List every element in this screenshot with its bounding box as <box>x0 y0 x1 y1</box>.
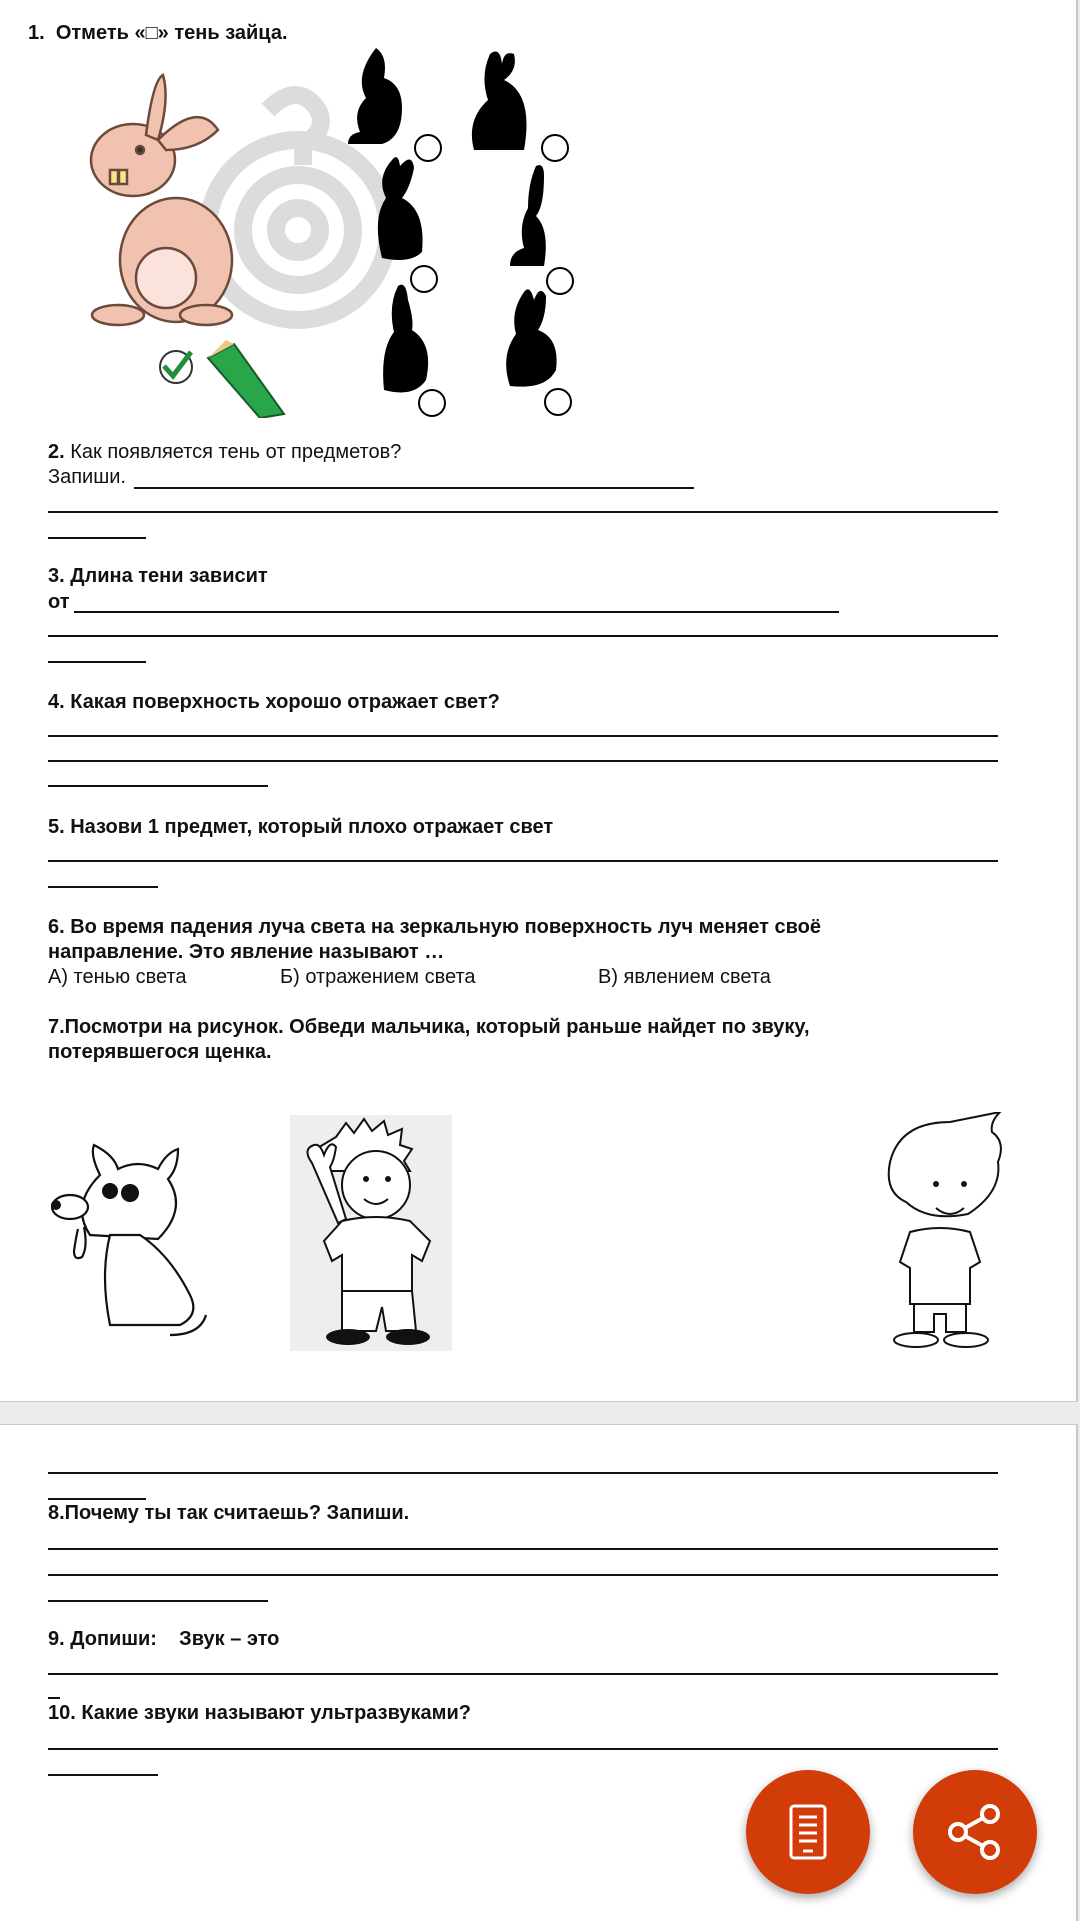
silhouette-6 <box>506 289 571 415</box>
q6-text-line-2: направление. Это явление называют … <box>48 941 445 963</box>
silhouette-5 <box>383 285 445 416</box>
q10-text: 10. Какие звуки называют ультразвуками? <box>48 1702 471 1724</box>
q2-question: Как появляется тень от предметов? <box>70 441 402 463</box>
q9-text: 9. Допиши: Звук – это <box>48 1628 280 1650</box>
q3-from-label: от <box>48 591 70 613</box>
boy-waving-drawing <box>290 1115 452 1351</box>
silhouette-1 <box>348 48 441 161</box>
silhouette-4 <box>510 165 573 294</box>
q8-answer-line-2[interactable] <box>48 1574 998 1576</box>
q1-text: Отметь «□» тень зайца. <box>55 22 288 44</box>
document-icon <box>788 1803 828 1861</box>
q4-answer-line-1[interactable] <box>48 735 998 737</box>
q2-answer-line-2[interactable] <box>48 511 998 513</box>
q5-answer-line-1[interactable] <box>48 860 998 862</box>
share-button[interactable] <box>913 1770 1037 1894</box>
q10-answer-line-1[interactable] <box>48 1748 998 1750</box>
q6-option-c[interactable]: В) явлением света <box>598 966 771 988</box>
q9-answer-line-1[interactable] <box>48 1673 998 1675</box>
q8-answer-line-3[interactable] <box>48 1600 268 1602</box>
q2-write-label: Запиши. <box>48 466 126 488</box>
q3-text: 3. Длина тени зависит <box>48 565 268 587</box>
q7-answer-line-1[interactable] <box>48 1472 998 1474</box>
document-button[interactable] <box>746 1770 870 1894</box>
q6-text-line-1: 6. Во время падения луча света на зеркальную поверхность луч меняет своё <box>48 916 821 938</box>
boy-standing-drawing <box>880 1112 1010 1352</box>
q2-text <box>48 440 401 465</box>
q2-number: 2. <box>48 441 65 463</box>
q5-answer-line-2[interactable] <box>48 886 158 888</box>
q10-answer-line-2[interactable] <box>48 1774 158 1776</box>
q3-answer-line-2[interactable] <box>48 635 998 637</box>
q4-answer-line-2[interactable] <box>48 760 998 762</box>
q2-answer-line-1[interactable] <box>134 487 694 489</box>
q8-text: 8.Почему ты так считаешь? Запиши. <box>48 1502 410 1524</box>
q1-number: 1. <box>28 22 45 44</box>
q3-answer-line-1[interactable] <box>74 611 839 613</box>
puppy-drawing <box>50 1135 210 1345</box>
q6-option-a[interactable]: А) тенью света <box>48 966 187 988</box>
q9-answer-line-2[interactable] <box>48 1697 60 1699</box>
rabbit-silhouettes <box>348 48 573 416</box>
q3-answer-line-3[interactable] <box>48 661 146 663</box>
q6-option-b[interactable]: Б) отражением света <box>280 966 476 988</box>
pencil-check-icon <box>160 340 284 418</box>
q7-text-line-1: 7.Посмотри на рисунок. Обведи мальчика, который раньше найдет по звуку, <box>48 1016 810 1038</box>
q7-answer-line-2[interactable] <box>48 1498 146 1500</box>
q8-answer-line-1[interactable] <box>48 1548 998 1550</box>
share-icon <box>946 1803 1004 1861</box>
q5-text: 5. Назови 1 предмет, который плохо отражает свет <box>48 816 554 838</box>
rabbit-shadow-illustration <box>58 40 578 418</box>
q2-answer-line-3[interactable] <box>48 537 146 539</box>
q4-text: 4. Какая поверхность хорошо отражает свет? <box>48 691 500 713</box>
q7-text-line-2: потерявшегося щенка. <box>48 1041 272 1063</box>
q4-answer-line-3[interactable] <box>48 785 268 787</box>
silhouette-2 <box>472 52 568 161</box>
